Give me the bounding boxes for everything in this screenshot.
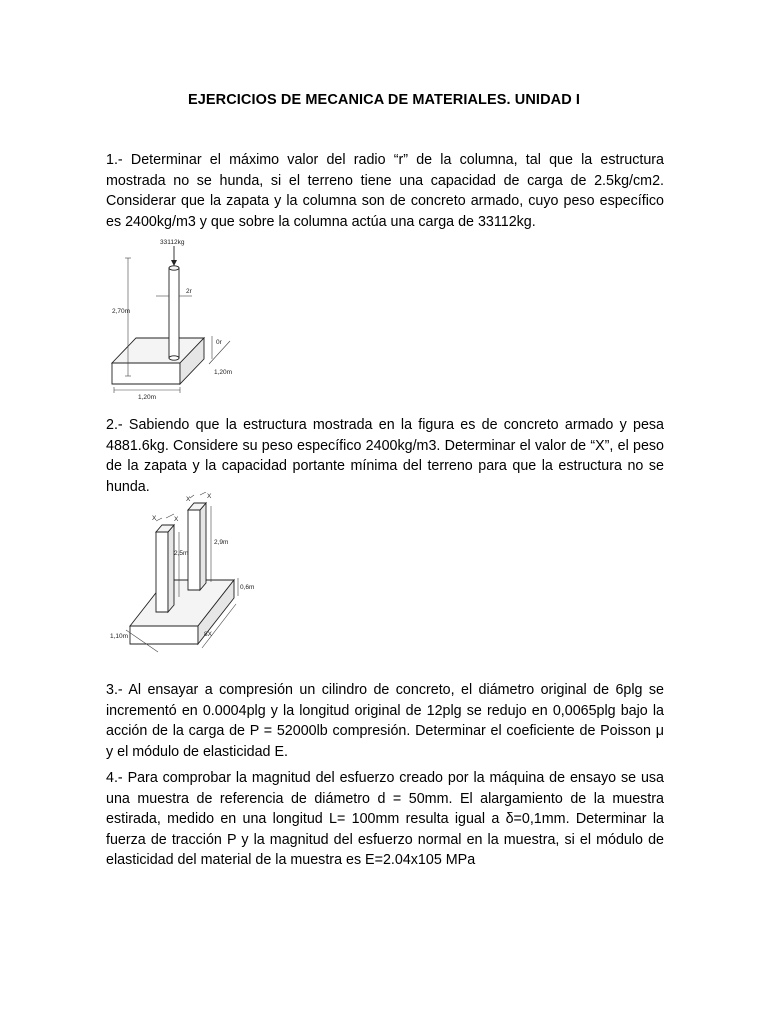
fig1-height-label: 2,70m (112, 308, 131, 315)
fig1-thickness-label: 0r (216, 339, 222, 346)
fig2-col1-width-a: X (152, 515, 157, 522)
fig1-load-label: 33112kg (160, 239, 185, 246)
figure-1-footing-column (108, 236, 238, 404)
figure-2-footing-two-columns (106, 492, 256, 662)
fig2-col2-width-b: X (207, 493, 212, 500)
fig1-diameter-label: 2r (186, 288, 192, 295)
fig1-depth-label: 1,20m (214, 369, 233, 376)
fig2-length-label: 8X (204, 631, 212, 638)
fig2-thickness-label: 0,6m (240, 584, 255, 591)
problem-2-text: 2.- Sabiendo que la estructura mostrada en la figura es de concreto armado y pesa 4881.6kg. Considere su peso específico 2400kg/m3. Determinar el valor de “X”, el peso de la zapata y la capacidad portante mínima del terreno para que la estructura no se hunda. (106, 417, 664, 495)
fig2-col2-height-label: 2,9m (214, 539, 229, 546)
document-title: EJERCICIOS DE MECANICA DE MATERIALES. UNIDAD I (187, 92, 581, 108)
fig2-col2-width-a: X (186, 496, 191, 503)
fig2-col1-width-b: X (174, 516, 179, 523)
problem-3-text: 3.- Al ensayar a compresión un cilindro de concreto, el diámetro original de 6plg se incrementó en 0.0004plg y la longitud original de 12plg se redujo en 0,0065plg bajo la acción de la carga de P = 52000lb compresión. Determinar el coeficiente de Poisson μ y el módulo de elasticidad E. (106, 682, 664, 760)
fig2-depth-label: 1,10m (110, 633, 129, 640)
fig1-width-label: 1,20m (138, 394, 157, 401)
problem-1-text: 1.- Determinar el máximo valor del radio “r” de la columna, tal que la estructura mostrada no se hunda, si el terreno tiene una capacidad de carga de 2.5kg/cm2. Considerar que la zapata y la columna son de concreto armado, cuyo peso específico es 2400kg/m3 y que sobre la columna actúa una carga de 33112kg. (106, 152, 664, 230)
fig2-col1-height-label: 2,5m (174, 550, 189, 557)
problem-4-text: 4.- Para comprobar la magnitud del esfuerzo creado por la máquina de ensayo se usa una muestra de referencia de diámetro d = 50mm. El alargamiento de la muestra estirada, medido en una longitud L= 100mm resulta igual a δ=0,1mm. Determinar la fuerza de tracción P y la magnitud del esfuerzo normal en la muestra, si el módulo de elasticidad del material de la muestra es E=2.04x105 MPa (106, 770, 664, 869)
